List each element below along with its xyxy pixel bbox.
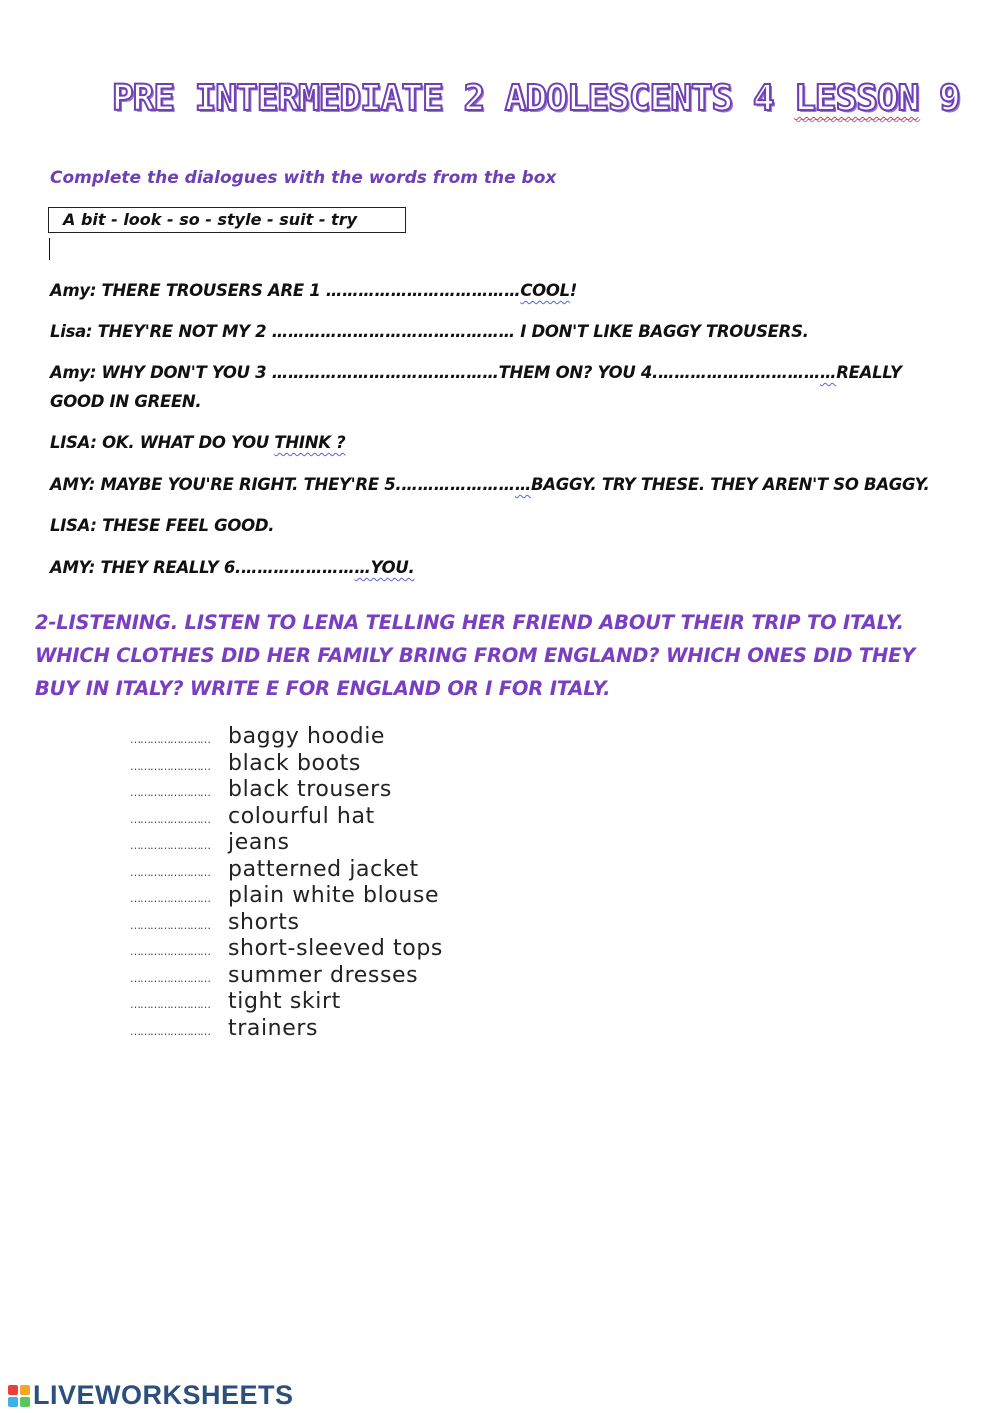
list-item: …………………… tight skirt: [130, 989, 443, 1016]
liveworksheets-logo-icon: [8, 1385, 30, 1407]
dialogue-line: LISA: THESE FEEL GOOD.: [50, 516, 275, 535]
answer-blank[interactable]: ……………………: [130, 945, 210, 958]
list-item: …………………… trainers: [130, 1016, 443, 1043]
answer-blank[interactable]: ……………………: [130, 1024, 210, 1038]
answer-blank[interactable]: ……………………: [130, 812, 210, 826]
answer-blank[interactable]: ……………………: [130, 759, 210, 773]
answer-blank[interactable]: ……………………: [130, 733, 210, 746]
answer-blank[interactable]: ……………………: [130, 918, 210, 932]
title-main: PRE INTERMEDIATE 2 ADOLESCENTS 4: [112, 78, 795, 119]
logo-square: [8, 1385, 18, 1395]
list-item: …………………… plain white blouse: [130, 883, 443, 910]
logo-square: [20, 1397, 30, 1407]
list-item: …………………… jeans: [130, 830, 443, 857]
dialogue-line: Amy: THERE TROUSERS ARE 1 ………………………………COOL!: [50, 281, 578, 300]
brand-name: LIVEWORKSHEETS: [33, 1380, 294, 1410]
list-item: …………………… shorts: [130, 910, 443, 937]
answer-blank[interactable]: ……………………: [130, 998, 210, 1011]
text-cursor: [49, 238, 50, 260]
clothes-list: [130, 724, 443, 1042]
dialogue-line: Lisa: THEY'RE NOT MY 2 ……………………………………… I DON'T LIKE BAGGY TROUSERS.: [50, 322, 809, 341]
list-item: …………………… summer dresses: [130, 963, 443, 990]
title-lesson-word: LESSON: [794, 78, 919, 119]
dialogue-line: Amy: WHY DON'T YOU 3 ……………………………………THEM ON? YOU 4.……………………………REALLY: [50, 363, 902, 382]
list-item: …………………… colourful hat: [130, 804, 443, 831]
list-item: …………………… patterned jacket: [130, 857, 443, 884]
title-number: 9: [918, 78, 960, 119]
list-item: …………………… short-sleeved tops: [130, 936, 443, 963]
exercise1-instruction: Complete the dialogues with the words from the box: [50, 168, 557, 188]
list-item: …………………… black trousers: [130, 777, 443, 804]
dialogue-line: AMY: THEY REALLY 6.……………………YOU.: [50, 558, 415, 577]
dialogue-line: GOOD IN GREEN.: [50, 392, 202, 411]
answer-blank[interactable]: ……………………: [130, 839, 210, 852]
logo-square: [8, 1397, 18, 1407]
answer-blank[interactable]: ……………………: [130, 971, 210, 985]
exercise2-instruction: 2-LISTENING. LISTEN TO LENA TELLING HER FRIEND ABOUT THEIR TRIP TO ITALY. WHICH CLOTHES DID HER FAMILY BRING FROM ENGLAND? WHICH ONES DID THEY BUY IN ITALY? WRITE E FOR ENGLAND OR I FOR ITALY.: [35, 611, 916, 700]
footer-brand[interactable]: [8, 1380, 294, 1411]
logo-square: [20, 1385, 30, 1395]
dialogue-line: AMY: MAYBE YOU'RE RIGHT. THEY'RE 5.……………………BAGGY. TRY THESE. THEY AREN'T SO BAGGY.: [50, 475, 930, 494]
word-box: A bit - look - so - style - suit - try: [48, 207, 406, 233]
dialogue-line: LISA: OK. WHAT DO YOU THINK ?: [50, 433, 346, 452]
answer-blank[interactable]: ……………………: [130, 892, 210, 905]
answer-blank[interactable]: ……………………: [130, 865, 210, 879]
answer-blank[interactable]: ……………………: [130, 786, 210, 799]
worksheet-title: [112, 78, 960, 119]
list-item: …………………… baggy hoodie: [130, 724, 443, 751]
list-item: …………………… black boots: [130, 751, 443, 778]
